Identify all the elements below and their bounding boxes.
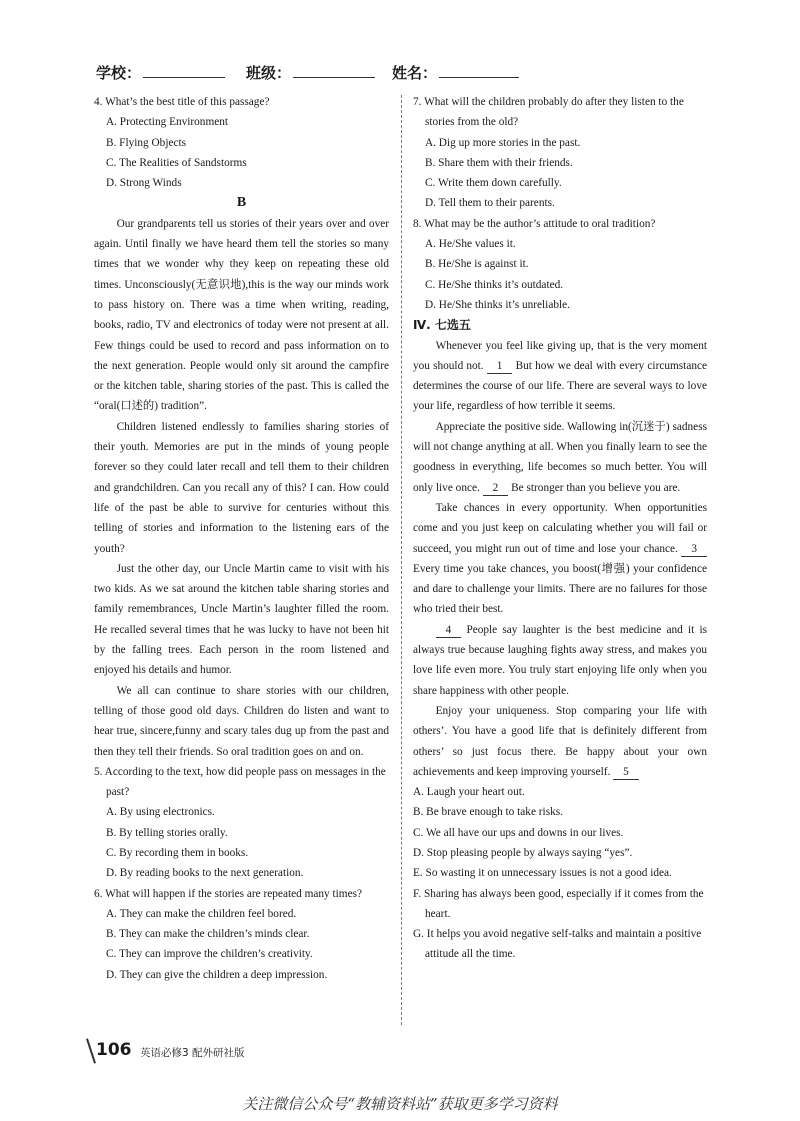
passage-b-paragraph: Children listened endlessly to families sharing stories of their youth. Memories are put in the minds of young people forever so they could later recall and tell them to their children and grandchildren. Can you recall any of this? I can. How could life of the past be able to survive for centuries without this telling of stories and information to the listening ears of the youth?	[94, 420, 389, 555]
q7-option-a: A. Dig up more stories in the past.	[425, 136, 581, 149]
class-blank	[293, 63, 375, 78]
question-4-stem: 4. What’s the best title of this passage?	[94, 96, 270, 108]
student-info-header	[96, 62, 716, 84]
class-label: 班级：	[246, 64, 292, 82]
cloze-paragraph-1	[413, 336, 707, 417]
left-column	[94, 92, 389, 985]
blank-5: 5	[613, 765, 639, 780]
q7-option-d: D. Tell them to their parents.	[425, 197, 555, 210]
name-field	[392, 62, 519, 83]
question-6-stem: 6. What will happen if the stories are repeated many times?	[94, 887, 362, 900]
school-blank	[143, 63, 225, 78]
blank-1: 1	[487, 359, 513, 374]
section-b-heading: B	[236, 195, 247, 211]
blank-3: 3	[681, 542, 707, 557]
question-5-stem: 5. According to the text, how did people pass on messages in the past?	[94, 765, 386, 799]
passage-b-paragraph: Our grandparents tell us stories of their years over and over again. Until finally we have heard them tell the stories so many times that we wonder why they keep on repeating these old times. Unconsciously(无意识地),this is the way our minds work to pass history on. There was a time when writing, reading, books, radio, TV and electronics of today were not present at all. Few things could be used to record and pass information on to the next generation. People would only sit around the campfire or the kitchen table, sharing stories of the past. This is called the “oral(口述的) tradition”.	[94, 217, 389, 413]
cloze-paragraph-5	[413, 701, 707, 782]
school-field	[96, 62, 225, 83]
name-blank	[439, 63, 519, 78]
q4-option-a: A. Protecting Environment	[106, 116, 229, 129]
cloze-option-f: F. Sharing has always been good, especially if it comes from the heart.	[413, 887, 704, 920]
cloze-text: People say laughter is the best medicine and it is always true because laughing fights away stress, and makes you love life even more. You truly start enjoying life only when you share happiness with other people.	[413, 623, 707, 697]
question-8-stem: 8. What may be the author’s attitude to oral tradition?	[413, 217, 656, 230]
q5-option-d: D. By reading books to the next generation.	[106, 867, 304, 880]
q8-option-c: C. He/She thinks it’s outdated.	[425, 278, 564, 291]
footer-slash-decoration	[86, 1038, 96, 1063]
q6-option-c: C. They can improve the children’s creativity.	[106, 948, 313, 961]
cloze-option-c: C. We all have our ups and downs in our lives.	[413, 826, 624, 839]
page-number: 106	[96, 1040, 132, 1060]
right-column	[413, 92, 707, 965]
q6-option-d: D. They can give the children a deep impression.	[106, 968, 328, 981]
blank-4: 4	[436, 623, 462, 638]
cloze-paragraph-3	[413, 498, 707, 620]
q4-option-b: B. Flying Objects	[106, 136, 187, 149]
blank-2: 2	[483, 481, 509, 496]
q8-option-a: A. He/She values it.	[425, 238, 516, 251]
cloze-text: Appreciate the positive side. Wallowing in(沉迷于) sadness will not change anything at all. When you finally learn to see the goodness in everything, life becomes so much better. You will only live once.	[413, 420, 707, 494]
cloze-text: But how we deal with every circumstance determines the course of our life. There are several ways to love your life, regardless of how terrible it seems.	[413, 359, 708, 413]
book-info: 英语必修3 配外研社版	[140, 1047, 245, 1059]
q6-option-b: B. They can make the children’s minds clear.	[106, 928, 310, 941]
cloze-option-g: G. It helps you avoid negative self-talks and maintain a positive attitude all the time.	[413, 928, 702, 961]
cloze-text: Every time you take chances, you boost(增强) your confidence and dare to challenge your limits. There are no failures for those who tried their best.	[413, 562, 707, 616]
cloze-option-a: A. Laugh your heart out.	[413, 786, 525, 799]
cloze-paragraph-2	[413, 417, 707, 498]
q7-option-b: B. Share them with their friends.	[425, 156, 573, 169]
cloze-text: Take chances in every opportunity. When opportunities come and you just keep on calculating whether you will fail or succeed, you might run out of time and lose your chance.	[413, 501, 707, 555]
column-divider	[401, 95, 402, 1025]
cloze-text: Enjoy your uniqueness. Stop comparing your life with others’. You have a good life that is definitely different from others’ so just focus there. Be happy about your own achievements and keep improving yourself.	[413, 704, 707, 778]
passage-b-paragraph: Just the other day, our Uncle Martin came to visit with his two kids. As we sat around the kitchen table sharing stories and family remembrances, Uncle Martin’s laughter filled the room. He recalled several times that he was lucky to have not been hit by the falling trees. Each person in the room listened and enjoyed his details and humor.	[94, 562, 389, 677]
cloze-text: Be stronger than you believe you are.	[511, 481, 681, 494]
q5-option-c: C. By recording them in books.	[106, 846, 249, 859]
class-field	[246, 62, 375, 83]
school-label: 学校：	[96, 64, 142, 82]
cloze-text: Whenever you feel like giving up, that is the very moment you should not.	[413, 339, 707, 372]
q7-option-c: C. Write them down carefully.	[425, 177, 562, 190]
q5-option-b: B. By telling stories orally.	[106, 826, 228, 839]
q4-option-d: D. Strong Winds	[106, 177, 182, 190]
q5-option-a: A. By using electronics.	[106, 806, 215, 819]
q8-option-b: B. He/She is against it.	[425, 258, 529, 271]
passage-b-paragraph: We all can continue to share stories with our children, telling of those good old days. Children do listen and want to hear true, sincere,funny and scary tales dug up from the past and then they tell their friends. So oral tradition goes on and on.	[94, 684, 389, 758]
cloze-option-e: E. So wasting it on unnecessary issues is not a good idea.	[413, 867, 672, 880]
cloze-paragraph-4	[413, 620, 707, 701]
section-4-heading: Ⅳ. 七选五	[413, 318, 471, 333]
wechat-watermark-note: 关注微信公众号“教辅资料站”获取更多学习资料	[242, 1095, 558, 1113]
cloze-option-d: D. Stop pleasing people by always saying “yes”.	[413, 846, 633, 859]
q6-option-a: A. They can make the children feel bored.	[106, 907, 297, 920]
q4-option-c: C. The Realities of Sandstorms	[106, 156, 247, 169]
name-label: 姓名：	[392, 64, 438, 82]
cloze-option-b: B. Be brave enough to take risks.	[413, 806, 563, 819]
q8-option-d: D. He/She thinks it’s unreliable.	[425, 298, 570, 311]
question-7-stem: 7. What will the children probably do after they listen to the stories from the old?	[413, 96, 684, 129]
